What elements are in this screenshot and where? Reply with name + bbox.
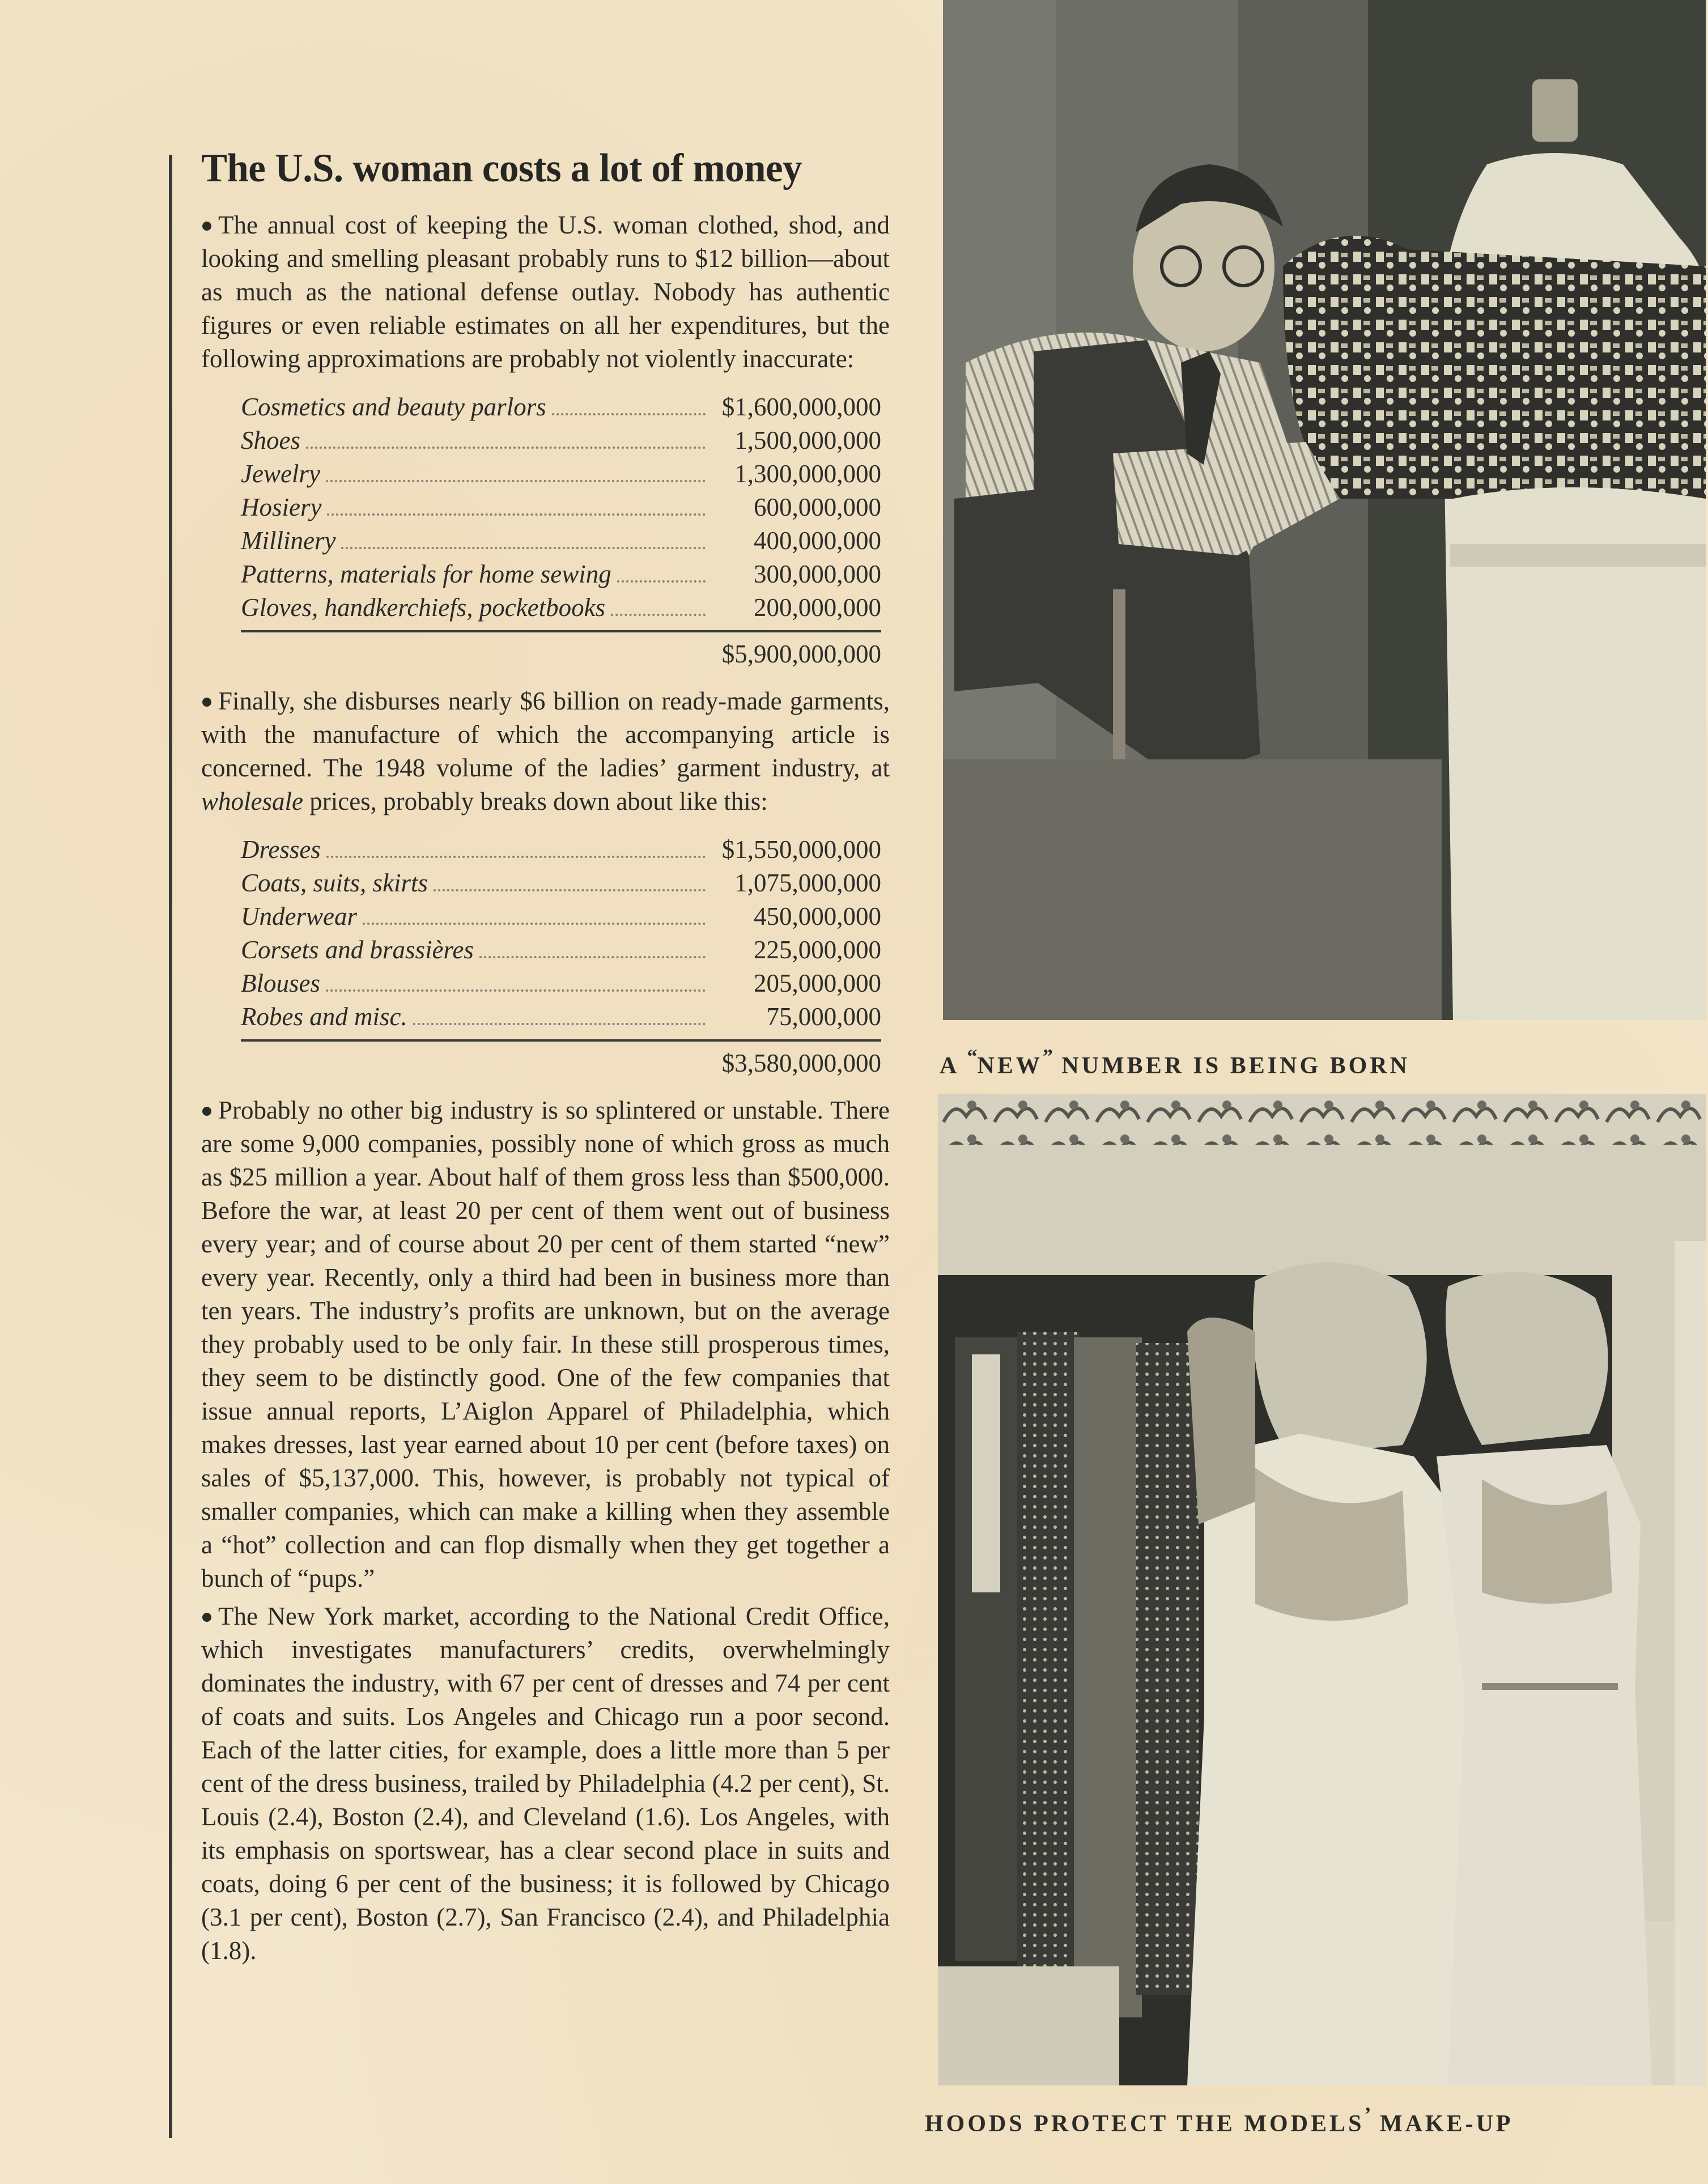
dot-leader — [326, 480, 706, 482]
table-row: Underwear 450,000,000 — [241, 902, 881, 930]
table-row: Cosmetics and beauty parlors $1,600,000,000 — [241, 393, 881, 421]
column-rule — [169, 155, 172, 2138]
paragraph-1: The annual cost of keeping the U.S. woman clothed, shod, and looking and smelling pleasant probably runs to $12 billion—about as much as the national defense outlay. Nobody has authentic figures or even reliable estimates on all her expenditures, but the following approximations are probably not violently inaccurate: — [201, 211, 890, 373]
dot-leader — [479, 956, 706, 958]
total-rule — [241, 630, 881, 632]
dot-leader — [617, 580, 706, 583]
bullet-icon — [202, 698, 211, 707]
table-row: Millinery 400,000,000 — [241, 526, 881, 555]
table-row: Robes and misc. 75,000,000 — [241, 1002, 881, 1031]
table-row: Shoes 1,500,000,000 — [241, 426, 881, 454]
bullet-icon — [202, 1613, 211, 1622]
caption-hoods: HOODS PROTECT THE MODELS’ MAKE-UP — [925, 2103, 1514, 2137]
table-row: Hosiery 600,000,000 — [241, 493, 881, 521]
article-column — [201, 143, 890, 1968]
table-row: Gloves, handkerchiefs, pocketbooks 200,000,000 — [241, 593, 881, 622]
paragraph-4: The New York market, according to the National Credit Office, which investigates manufacturers’ credits, overwhelmingly dominates the industry, with 67 per cent of dresses and 74 per cent of coats and suits. Los Angeles and Chicago run a poor second. Each of the latter cities, for example, does a little more than 5 per cent of the dress business, trailed by Philadelphia (4.2 per cent), St. Louis (2.4), Boston (2.4), and Cleveland (1.6). Los Angeles, with its emphasis on sportswear, has a clear second place in suits and coats, doing 6 per cent of the business; it is followed by Chicago (3.1 per cent), Boston (2.7), San Francisco (2.4), and Philadelphia (1.8). — [201, 1602, 890, 1965]
table-total: $3,580,000,000 — [721, 1049, 881, 1077]
dot-leader — [326, 989, 706, 992]
photo-hooded-models — [938, 1094, 1706, 2085]
dot-leader — [434, 889, 706, 891]
paragraph-2: Finally, she disburses nearly $6 billion on ready-made garments, with the manufacture of which the accompanying article is concerned. The 1948 volume of the ladies’ garment industry, at wholesale prices, probably breaks down about like this: — [201, 687, 890, 815]
dot-leader — [341, 547, 706, 549]
caption-new-number: A “NEW” NUMBER IS BEING BORN — [940, 1045, 1410, 1079]
bullet-icon — [202, 1107, 211, 1116]
dot-leader — [611, 614, 706, 616]
table-row: Blouses 205,000,000 — [241, 969, 881, 997]
photo-tailor-dress-form — [943, 0, 1706, 1020]
article-title: The U.S. woman costs a lot of money — [201, 146, 802, 190]
table-row: Coats, suits, skirts 1,075,000,000 — [241, 869, 881, 897]
dot-leader — [306, 447, 706, 449]
dot-leader — [552, 413, 706, 415]
total-rule — [241, 1039, 881, 1042]
models-illustration — [938, 1094, 1706, 2085]
paragraph-3: Probably no other big industry is so splintered or unstable. There are some 9,000 companies, possibly none of which gross as much as $25 million a year. About half of them gross less than $500,000. Before the war, at least 20 per cent of them went out of business every year; and of course about 20 per cent of them started “new” every year. Recently, only a third had been in business more than ten years. The industry’s profits are unknown, but on the average they probably used to be only fair. In these still prosperous times, they seem to be distinctly good. One of the few companies that issue annual reports, L’Aiglon Apparel of Philadelphia, which makes dresses, last year earned about 10 per cent (before taxes) on sales of $5,137,000. This, however, is probably not typical of smaller companies, which can make a killing when they assemble a “hot” collection and can flop dismally when they get together a bunch of “pups.” — [201, 1096, 890, 1592]
cost-table-garments — [241, 833, 881, 1081]
cost-table-woman — [241, 390, 881, 672]
table-row: Dresses $1,550,000,000 — [241, 835, 881, 864]
dot-leader — [326, 856, 706, 858]
table-total: $5,900,000,000 — [721, 640, 881, 668]
dot-leader — [363, 923, 706, 925]
dot-leader — [327, 513, 706, 516]
tailor-illustration — [943, 0, 1706, 1020]
table-row: Jewelry 1,300,000,000 — [241, 460, 881, 488]
table-row: Corsets and brassières 225,000,000 — [241, 936, 881, 964]
table-row: Patterns, materials for home sewing 300,000,000 — [241, 560, 881, 588]
dot-leader — [413, 1023, 706, 1025]
bullet-icon — [202, 222, 211, 231]
